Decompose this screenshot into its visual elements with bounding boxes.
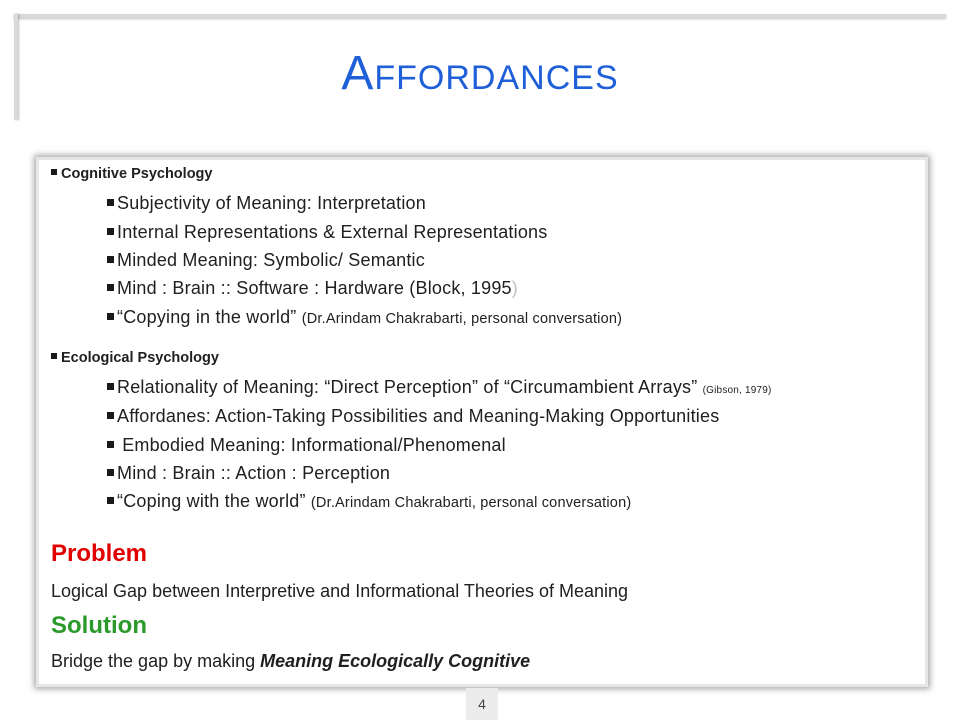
solution-text-prefix: Bridge the gap by making xyxy=(51,651,261,671)
solution-heading: Solution xyxy=(51,612,147,639)
ecological-item-text: Affordanes: Action-Taking Possibilities and Meaning-Making Opportunities xyxy=(117,406,720,426)
cognitive-item xyxy=(107,193,426,214)
ecological-item-citation: (Gibson, 1979) xyxy=(702,385,772,396)
solution-text-emphasis: Meaning Ecologically Cognitive xyxy=(260,651,531,671)
cognitive-item xyxy=(107,307,622,328)
solution-text xyxy=(51,651,530,672)
ecological-item-text: Mind : Brain :: Action : Perception xyxy=(117,463,391,483)
ecological-heading-label: Ecological Psychology xyxy=(61,350,219,366)
cognitive-heading xyxy=(51,166,212,182)
cognitive-item xyxy=(107,222,547,243)
problem-heading: Problem xyxy=(51,540,148,567)
cognitive-item xyxy=(107,278,518,299)
ecological-item xyxy=(107,406,719,427)
cognitive-item-text: Subjectivity of Meaning: Interpretation xyxy=(117,193,426,213)
bullet-square-icon xyxy=(107,199,114,206)
ecological-item xyxy=(107,435,506,456)
cognitive-item-text: “Copying in the world” xyxy=(117,307,302,327)
cognitive-item-suffix: ) xyxy=(511,278,518,298)
ecological-item-text: Embodied Meaning: Informational/Phenomenal xyxy=(117,435,506,455)
cognitive-item-text: Internal Representations & External Representations xyxy=(117,222,548,242)
header-frame-top xyxy=(14,14,946,18)
page-number: 4 xyxy=(466,688,498,720)
bullet-square-icon xyxy=(107,313,114,320)
bullet-square-icon xyxy=(107,441,114,448)
cognitive-item-citation: (Dr.Arindam Chakrabarti, personal conversation) xyxy=(301,311,623,327)
bullet-square-icon xyxy=(107,284,114,291)
bullet-square-icon xyxy=(107,256,114,263)
ecological-item-text: “Coping with the world” xyxy=(117,491,311,511)
slide-title: Affordances xyxy=(341,47,619,100)
bullet-square-icon xyxy=(107,228,114,235)
ecological-heading xyxy=(51,350,219,366)
cognitive-item-text: Mind : Brain :: Software : Hardware (Block, 1995 xyxy=(117,278,512,298)
cognitive-heading-label: Cognitive Psychology xyxy=(61,166,213,182)
ecological-item-text: Relationality of Meaning: “Direct Perception” of “Circumambient Arrays” xyxy=(117,377,703,397)
cognitive-item-text: Minded Meaning: Symbolic/ Semantic xyxy=(117,250,425,270)
ecological-item xyxy=(107,463,390,484)
cognitive-item xyxy=(107,250,425,271)
ecological-item xyxy=(107,377,772,398)
ecological-item xyxy=(107,491,631,512)
bullet-square-icon xyxy=(107,412,114,419)
problem-text: Logical Gap between Interpretive and Informational Theories of Meaning xyxy=(51,581,629,601)
ecological-item-citation: (Dr.Arindam Chakrabarti, personal conversation) xyxy=(310,495,632,511)
bullet-square-icon xyxy=(107,497,114,504)
bullet-square-icon xyxy=(107,469,114,476)
bullet-square-icon xyxy=(107,383,114,390)
bullet-square-icon xyxy=(51,353,57,359)
bullet-square-icon xyxy=(51,169,57,175)
content-box xyxy=(36,157,928,687)
